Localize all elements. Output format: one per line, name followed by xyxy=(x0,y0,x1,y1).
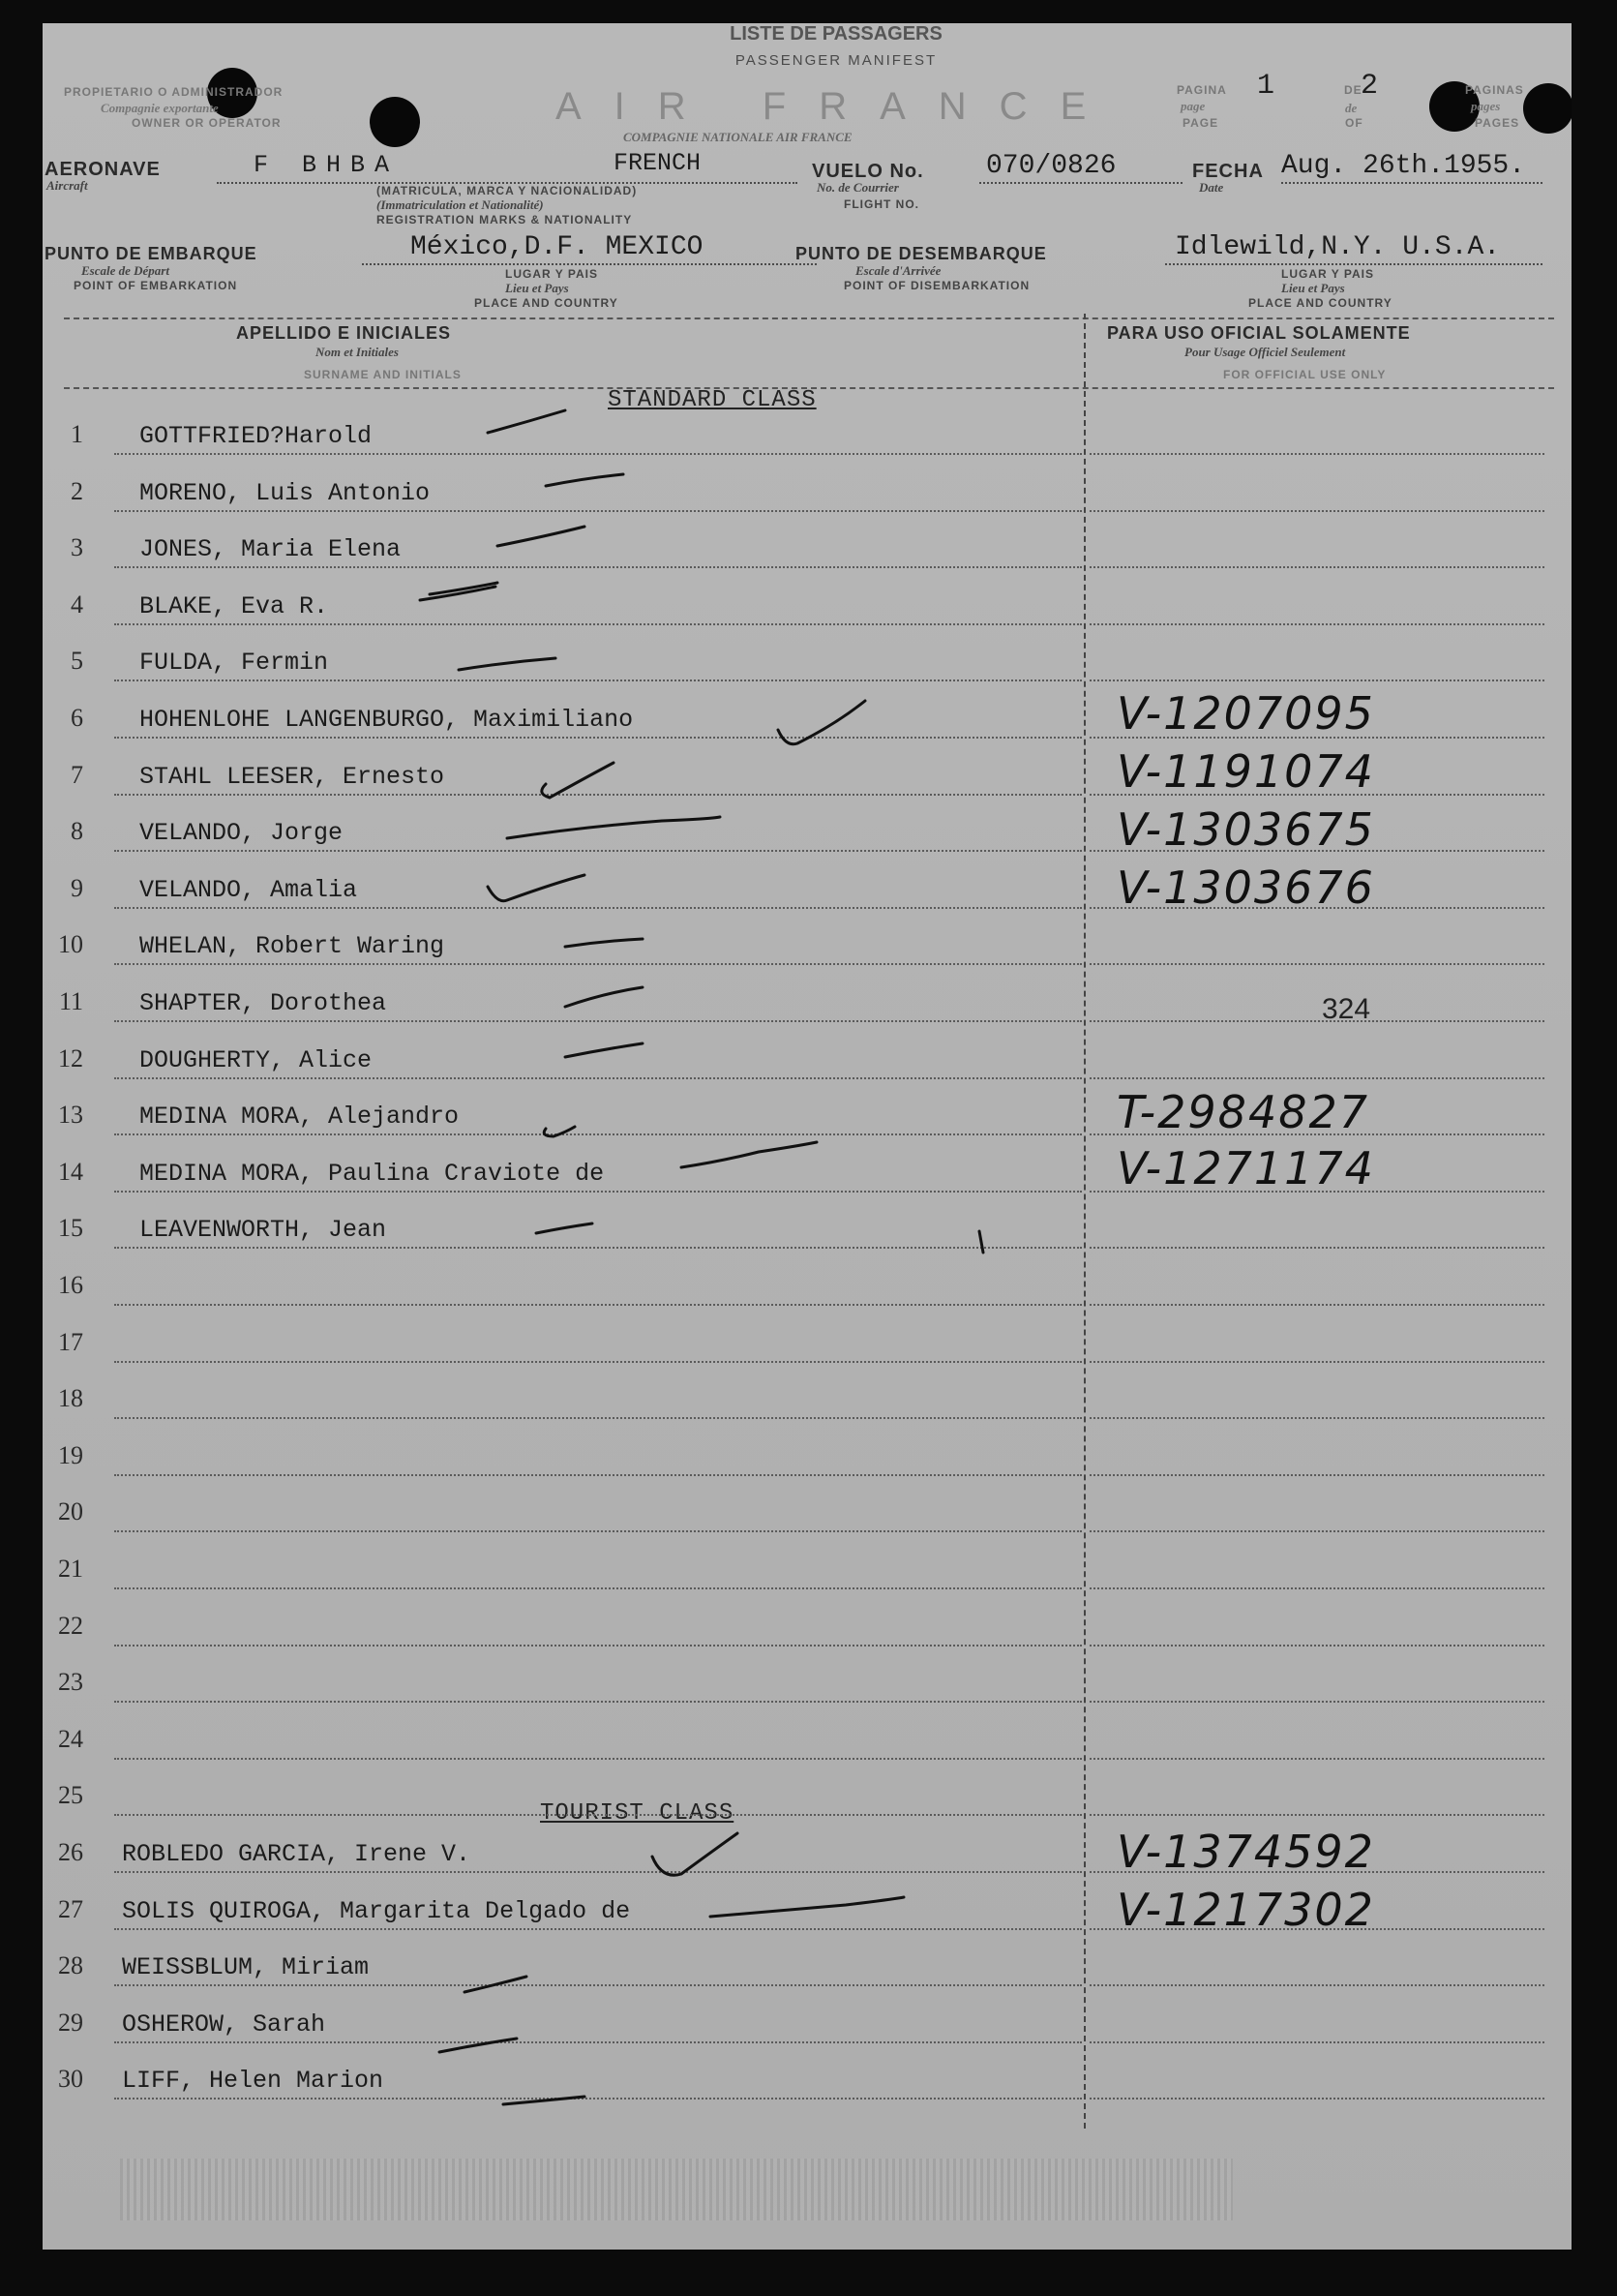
row-number: 22 xyxy=(58,1611,83,1640)
passenger-name: MORENO, Luis Antonio xyxy=(139,478,431,507)
row-number: 24 xyxy=(58,1724,83,1753)
pages-label-en: PAGES xyxy=(1475,116,1520,130)
official-entry-7: V-1191074 xyxy=(1117,745,1375,798)
official-entry-27: V-1217302 xyxy=(1117,1884,1375,1936)
passenger-name: MEDINA MORA, Alejandro xyxy=(139,1103,460,1132)
row-number: 12 xyxy=(58,1043,83,1072)
passenger-name: WHELAN, Robert Waring xyxy=(139,932,445,961)
manifest-sheet xyxy=(43,23,1572,2250)
row-number: 4 xyxy=(71,589,83,619)
standard-class-heading: STANDARD CLASS xyxy=(608,387,817,413)
registration-label-en: REGISTRATION MARKS & NATIONALITY xyxy=(376,213,633,227)
passenger-name: VELANDO, Amalia xyxy=(139,875,358,904)
of-label-fr: de xyxy=(1345,101,1358,115)
disembark-place-label: LUGAR Y PAIS xyxy=(1281,267,1375,281)
passenger-name: FULDA, Fermin xyxy=(139,649,329,678)
row-number: 13 xyxy=(58,1101,83,1130)
embark-place-label-en: PLACE AND COUNTRY xyxy=(474,296,618,310)
passenger-name: STAHL LEESER, Ernesto xyxy=(139,762,445,791)
disembark-place-label-fr: Lieu et Pays xyxy=(1281,281,1345,295)
passenger-name: BLAKE, Eva R. xyxy=(139,591,329,620)
passenger-name: VELANDO, Jorge xyxy=(139,819,344,848)
row-number: 26 xyxy=(58,1838,83,1866)
flight-date: Aug. 26th.1955. xyxy=(1281,151,1526,181)
official-column-heading-en: FOR OFFICIAL USE ONLY xyxy=(1223,368,1387,381)
passenger-name: SHAPTER, Dorothea xyxy=(139,989,387,1017)
official-entry-13: T-2984827 xyxy=(1117,1086,1370,1138)
airline-logo: AIR FRANCE xyxy=(555,85,1120,128)
official-entry-9: V-1303676 xyxy=(1117,861,1375,914)
page-number: 1 xyxy=(1257,70,1275,103)
row-number: 29 xyxy=(58,2008,83,2037)
pages-label-fr: pages xyxy=(1471,99,1501,113)
passenger-name: DOUGHERTY, Alice xyxy=(139,1045,373,1074)
flight-label: VUELO No. xyxy=(812,161,924,182)
page-label-en: PAGE xyxy=(1183,116,1219,130)
row-number: 20 xyxy=(58,1497,83,1526)
owner-label: PROPIETARIO O ADMINISTRADOR xyxy=(64,85,284,99)
passenger-name: SOLIS QUIROGA, Margarita Delgado de xyxy=(122,1896,631,1925)
disembark-label-fr: Escale d'Arrivée xyxy=(855,263,942,278)
check-marks xyxy=(43,23,1572,2250)
row-number: 2 xyxy=(71,476,83,505)
row-number: 11 xyxy=(58,987,83,1015)
embark-label: PUNTO DE EMBARQUE xyxy=(45,244,257,263)
airline-subtitle: COMPAGNIE NATIONALE AIR FRANCE xyxy=(623,130,853,144)
page-total: 2 xyxy=(1361,70,1379,103)
row-number: 19 xyxy=(58,1440,83,1469)
disembark-place-label-en: PLACE AND COUNTRY xyxy=(1248,296,1392,310)
row-number: 1 xyxy=(71,420,83,448)
date-label: FECHA xyxy=(1192,161,1264,182)
embark-label-en: POINT OF EMBARKATION xyxy=(74,279,238,292)
aircraft-label: AERONAVE xyxy=(45,159,161,180)
names-column-heading-fr: Nom et Initiales xyxy=(315,345,399,359)
row-number: 15 xyxy=(58,1214,83,1243)
embark-place-label-fr: Lieu et Pays xyxy=(505,281,569,295)
names-column-heading: APELLIDO E INICIALES xyxy=(236,323,452,343)
row-number: 28 xyxy=(58,1951,83,1980)
embark-label-fr: Escale de Départ xyxy=(81,263,169,278)
owner-label-en: OWNER OR OPERATOR xyxy=(132,116,282,130)
official-entry-11: 324 xyxy=(1322,993,1371,1025)
names-column-heading-en: SURNAME AND INITIALS xyxy=(304,368,462,381)
row-number: 8 xyxy=(71,817,83,846)
flight-number: 070/0826 xyxy=(986,151,1117,181)
tourist-class-heading: TOURIST CLASS xyxy=(540,1800,734,1827)
row-number: 30 xyxy=(58,2065,83,2094)
row-number: 17 xyxy=(58,1327,83,1356)
aircraft-registration: F BHBA xyxy=(254,151,400,179)
row-number: 18 xyxy=(58,1384,83,1413)
passenger-name: HOHENLOHE LANGENBURGO, Maximiliano xyxy=(139,706,634,734)
row-number: 27 xyxy=(58,1894,83,1923)
official-entry-6: V-1207095 xyxy=(1117,687,1375,740)
registration-label: (MATRICULA, MARCA Y NACIONALIDAD) xyxy=(376,184,638,197)
row-number: 9 xyxy=(71,873,83,902)
passenger-name: LEAVENWORTH, Jean xyxy=(139,1216,387,1245)
of-label-en: OF xyxy=(1345,116,1363,130)
official-column-heading: PARA USO OFICIAL SOLAMENTE xyxy=(1107,323,1411,343)
passenger-name: LIFF, Helen Marion xyxy=(122,2067,384,2096)
of-label: DE xyxy=(1344,83,1362,97)
row-number: 21 xyxy=(58,1555,83,1583)
passenger-name: ROBLEDO GARCIA, Irene V. xyxy=(122,1840,471,1868)
aircraft-nationality: FRENCH xyxy=(614,149,702,177)
date-label-fr: Date xyxy=(1199,180,1224,195)
row-number: 14 xyxy=(58,1157,83,1186)
official-entry-26: V-1374592 xyxy=(1117,1826,1375,1878)
passenger-name: MEDINA MORA, Paulina Craviote de xyxy=(139,1159,605,1188)
official-entry-8: V-1303675 xyxy=(1117,803,1375,856)
faded-stamp-area xyxy=(120,2159,1233,2220)
owner-label-fr: Compagnie exportante xyxy=(101,101,219,115)
passenger-name: GOTTFRIED?Harold xyxy=(139,422,373,450)
row-number: 5 xyxy=(71,647,83,676)
passenger-name: WEISSBLUM, Miriam xyxy=(122,1953,370,1982)
row-number: 10 xyxy=(58,930,83,959)
passenger-name: OSHEROW, Sarah xyxy=(122,2009,326,2039)
row-number: 16 xyxy=(58,1271,83,1299)
disembark-place: Idlewild,N.Y. U.S.A. xyxy=(1175,232,1501,262)
official-column-heading-fr: Pour Usage Officiel Seulement xyxy=(1184,345,1346,359)
official-entry-14: V-1271174 xyxy=(1117,1142,1375,1194)
aircraft-label-fr: Aircraft xyxy=(46,178,88,193)
embark-place-label: LUGAR Y PAIS xyxy=(505,267,599,281)
page-label: PAGINA xyxy=(1177,83,1227,97)
pages-label: PAGINAS xyxy=(1465,83,1524,97)
registration-label-fr: (Immatriculation et Nationalité) xyxy=(376,197,544,212)
flight-label-fr: No. de Courrier xyxy=(817,180,899,195)
manifest-title: PASSENGER MANIFEST xyxy=(734,52,938,69)
embark-place: México,D.F. MEXICO xyxy=(410,232,704,262)
row-number: 23 xyxy=(58,1668,83,1697)
disembark-label-en: POINT OF DISEMBARKATION xyxy=(844,279,1031,292)
row-number: 7 xyxy=(71,760,83,789)
row-number: 6 xyxy=(71,704,83,732)
passenger-name: JONES, Maria Elena xyxy=(139,535,402,564)
page-label-fr: page xyxy=(1181,99,1206,113)
list-title: LISTE DE PASSAGERS xyxy=(730,23,943,45)
row-number: 25 xyxy=(58,1781,83,1810)
row-number: 3 xyxy=(71,533,83,562)
flight-label-en: FLIGHT NO. xyxy=(844,197,919,211)
disembark-label: PUNTO DE DESEMBARQUE xyxy=(795,244,1047,263)
